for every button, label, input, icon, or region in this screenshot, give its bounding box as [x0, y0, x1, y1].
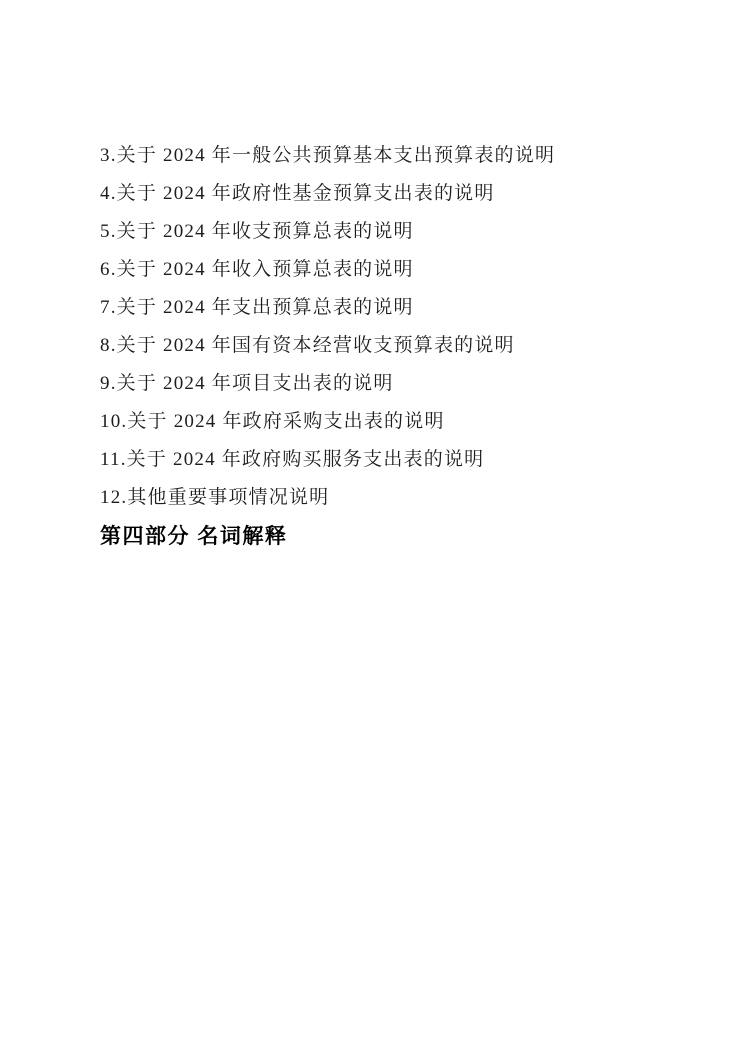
toc-item: 3.关于 2024 年一般公共预算基本支出预算表的说明	[100, 145, 556, 166]
toc-item: 10.关于 2024 年政府采购支出表的说明	[100, 411, 445, 432]
toc-item: 12.其他重要事项情况说明	[100, 487, 330, 508]
toc-item: 8.关于 2024 年国有资本经营收支预算表的说明	[100, 335, 515, 356]
toc-item: 4.关于 2024 年政府性基金预算支出表的说明	[100, 183, 495, 204]
toc-item: 9.关于 2024 年项目支出表的说明	[100, 373, 394, 394]
toc-item: 11.关于 2024 年政府购买服务支出表的说明	[100, 449, 485, 470]
section-heading: 第四部分 名词解释	[100, 525, 288, 548]
toc-item: 5.关于 2024 年收支预算总表的说明	[100, 221, 414, 242]
toc-content	[100, 137, 702, 557]
toc-item: 6.关于 2024 年收入预算总表的说明	[100, 259, 414, 280]
toc-item: 7.关于 2024 年支出预算总表的说明	[100, 297, 414, 318]
